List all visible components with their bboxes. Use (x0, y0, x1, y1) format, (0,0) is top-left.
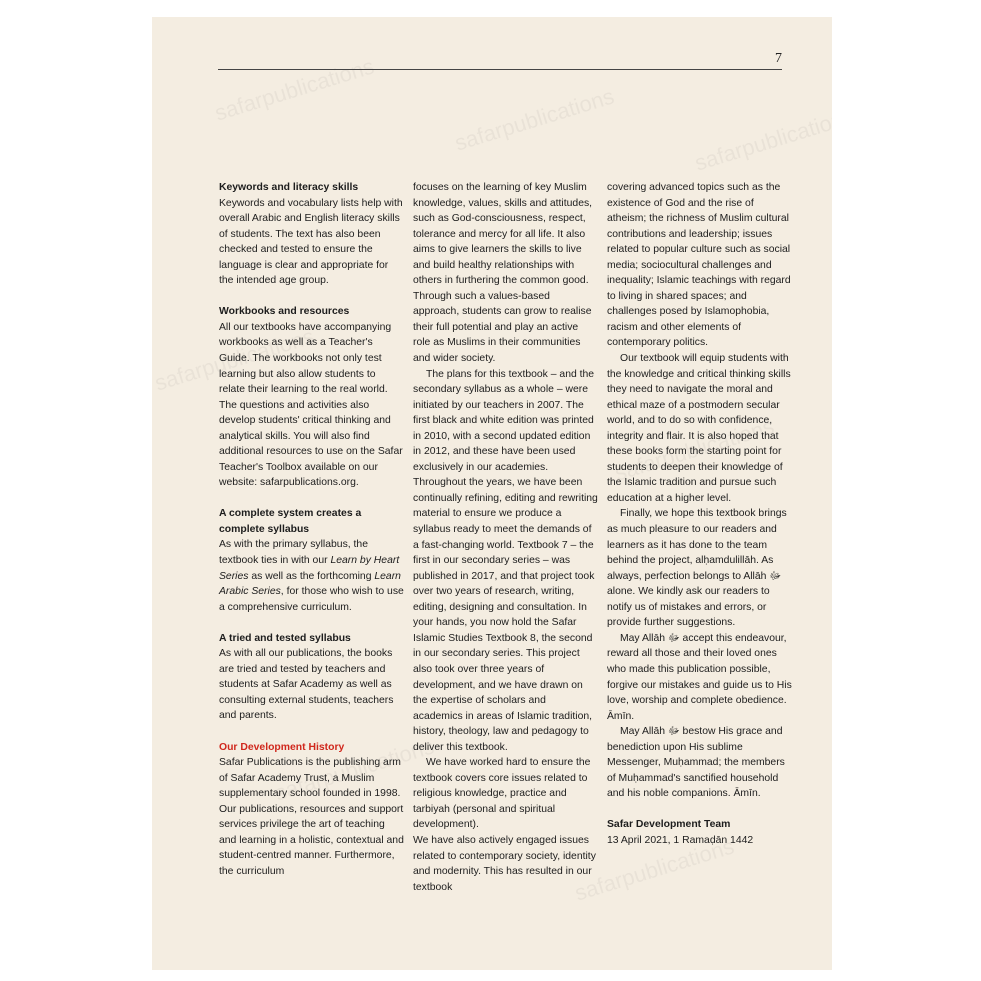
text-column-2 (413, 180, 598, 895)
paragraph-gap (219, 491, 404, 507)
page-number: 7 (775, 51, 782, 66)
paragraph: We have also actively engaged issues related to contemporary society, identity and modernity. This has resulted in our textbook (413, 834, 596, 893)
paragraph: May Allāh ﷻ bestow His grace and benediction upon His sublime Messenger, Muḥammad; the members of Muḥammad's sanctified household and his noble companions. Āmīn. (607, 726, 785, 800)
paragraph-gap (219, 615, 404, 631)
section-heading-keywords: Keywords and literacy skills (219, 182, 359, 193)
text-run: as well as the forthcoming (248, 570, 375, 582)
text-column-1 (219, 180, 404, 879)
paragraph: As with all our publications, the books are tried and tested by teachers and students at Safar Academy as well as consulting external students, teachers and parents. (219, 648, 394, 722)
text-column-3 (607, 180, 792, 848)
section-heading-workbooks: Workbooks and resources (219, 306, 350, 318)
watermark (452, 83, 617, 156)
paragraph: Keywords and vocabulary lists help with overall Arabic and English literacy skills of students. The text has also been checked and tested to ensure the language is clear and appropriate for the intended age group. (219, 197, 403, 287)
watermark (212, 53, 377, 126)
series-title: Learn Arabic Series (219, 570, 401, 598)
paragraph: The plans for this textbook – and the secondary syllabus as a whole – were initiated by our teachers in 2007. The first black and white edition was printed in 2010, with a second updated edition in 2012, and these have been used exclusively in our academies. Throughout the years, we have been continually refining, editing and rewriting material to ensure we produce a syllabus ready to meet the demands of a fast-changing world. Textbook 7 – the first in our secondary series – was published in 2017, and that project took over two years of research, writing, editing, designing and consultation. In your hands, you now hold the Safar Islamic Studies Textbook 8, the second in our secondary series. This project also took over three years of development, and we have drawn on the expertise of scholars and academics in areas of Islamic tradition, history, theology, law and pedagogy to deliver this textbook. (413, 368, 598, 753)
signature-name: Safar Development Team (607, 819, 731, 831)
section-heading-complete-system: A complete system creates a complete syllabus (219, 508, 362, 535)
paragraph (219, 537, 404, 615)
signature-date: 13 April 2021, 1 Ramaḍān 1442 (607, 834, 754, 846)
paragraph: We have worked hard to ensure the textbook covers core issues related to religious knowledge, practice and tarbiyah (personal and spiritual development). (413, 757, 591, 831)
document-page (152, 17, 832, 970)
paragraph: Safar Publications is the publishing arm of Safar Academy Trust, a Muslim supplementary school founded in 1998. Our publications, resources and support services privilege the art of teaching and learning in a holistic, contextual and student-centred manner. Furthermore, the curriculum (219, 757, 404, 877)
paragraph-gap (219, 289, 404, 305)
watermark (692, 103, 832, 176)
paragraph: All our textbooks have accompanying workbooks as well as a Teacher's Guide. The workbooks not only test learning but also allow students to relate their learning to the real world. The questions and activities also develop students' critical thinking and analytical skills. You will also find additional resources to use on the Safar Teacher's Toolbox available on our website: safarpublications.org. (219, 321, 403, 489)
paragraph-gap (607, 802, 792, 818)
text-run: , for those who wish to use a comprehensive curriculum. (219, 586, 404, 613)
paragraph: focuses on the learning of key Muslim knowledge, values, skills and attitudes, such as God-consciousness, respect, tolerance and mercy for all life. It also aims to give learners the skills to live and build healthy relationships with others in furthering the common good. Through such a values-based approach, students can grow to realise their full potential and play an active role as Muslims in their communities and wider society. (413, 182, 593, 365)
paragraph: Finally, we hope this textbook brings as much pleasure to our readers and learners as it has done to the team behind the project, alḥamdulillāh. As always, perfection belongs to Allāh ﷻ alone. We kindly ask our readers to notify us of mistakes and errors, or provide further suggestions. (607, 508, 787, 629)
paragraph-gap (219, 724, 404, 740)
paragraph: Our textbook will equip students with the knowledge and critical thinking skills they need to navigate the moral and ethical maze of a postmodern secular world, and to do so with confidence, integrity and flair. It is also hoped that these books form the starting point for students to deepen their knowledge of the Islamic tradition and pursue such education at a higher level. (607, 353, 791, 504)
paragraph: May Allāh ﷻ accept this endeavour, reward all those and their loved ones who made this publication possible, forgive our mistakes and guide us to His love, worship and complete obedience. Āmīn. (607, 632, 792, 722)
text-run: As with the primary syllabus, the textbook ties in with our (219, 539, 368, 567)
series-title: Learn by Heart Series (219, 555, 400, 582)
section-heading-tried-tested: A tried and tested syllabus (219, 632, 351, 644)
header-rule (218, 69, 782, 70)
section-heading-development-history: Our Development History (219, 741, 345, 753)
paragraph: covering advanced topics such as the existence of God and the rise of atheism; the richness of Muslim cultural contributions and leadership; issues related to popular culture such as social media; sociocultural challenges and inequality; Islamic teachings with regard to living in shared spaces; and challenges posed by Islamophobia, racism and other elements of contemporary politics. (607, 182, 791, 349)
